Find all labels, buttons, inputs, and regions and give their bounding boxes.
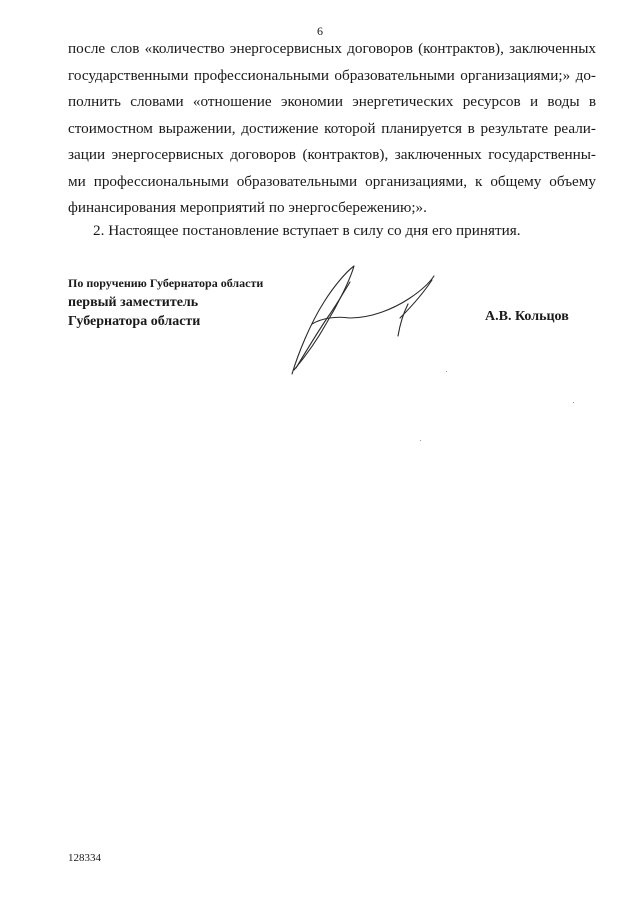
body-line: государственными профессиональными образовательными организациями;» до-: [68, 66, 596, 84]
body-line: после слов «количество энергосервисных договоров (контрактов), заключенных: [68, 40, 596, 57]
body-line: ми профессиональными образовательными организациями, к общему объему: [68, 172, 596, 190]
body-paragraph: [68, 36, 596, 222]
signatory-position-line: первый заместитель: [68, 295, 199, 310]
page-number: 6: [317, 24, 323, 38]
handwritten-signature: [280, 258, 450, 383]
body-line: полнить словами «отношение экономии энергетических ресурсов и воды в: [68, 93, 596, 110]
body-line: стоимостном выражении, достижение которой планируется в результате реали-: [68, 119, 596, 137]
scan-speck: [446, 371, 447, 372]
body-line: финансирования мероприятий по энергосбережению;».: [68, 199, 427, 216]
scan-speck: [420, 440, 421, 441]
signatory-name: А.В. Кольцов: [485, 309, 569, 324]
signatory-position: [68, 293, 200, 331]
document-code: 128334: [68, 852, 101, 864]
signature-on-behalf: По поручению Губернатора области: [68, 276, 264, 290]
signatory-position-line: Губернатора области: [68, 314, 201, 329]
paragraph-2: 2. Настоящее постановление вступает в силу со дня его принятия.: [93, 222, 521, 239]
scan-speck: [573, 402, 574, 403]
body-line: зации энергосервисных договоров (контрактов), заключенных государственны-: [68, 146, 596, 163]
